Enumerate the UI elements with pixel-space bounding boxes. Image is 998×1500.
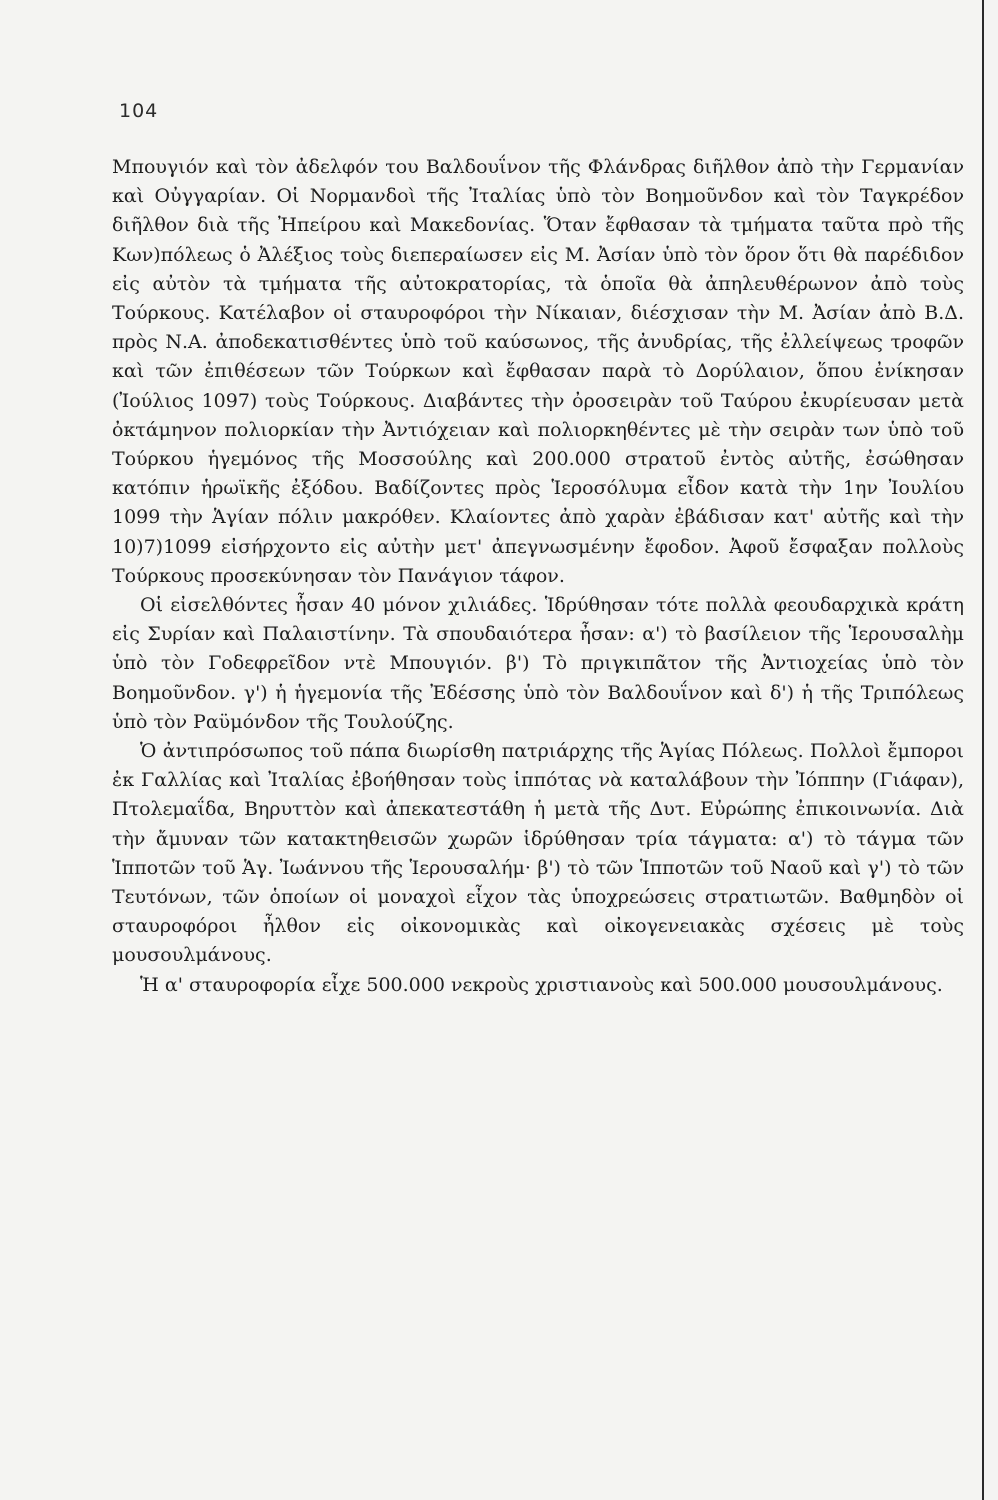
- body-text: [112, 153, 964, 1000]
- page-number: 104: [119, 100, 159, 122]
- page-edge-line: [982, 0, 984, 1500]
- paragraph-crusader-states: Οἱ εἰσελθόντες ἦσαν 40 μόνον χιλιάδες. Ἱδρύθησαν τότε πολλὰ φεουδαρχικὰ κράτη εἰς Συρίαν καὶ Παλαιστίνην. Τὰ σπουδαιότερα ἦσαν: α') τὸ βασίλειον τῆς Ἱερουσαλὴμ ὑπὸ τὸν Γοδεφρεῖδον ντὲ Μπουγιόν. β') Τὸ πριγκιπᾶτον τῆς Ἀντιοχείας ὑπὸ τὸν Βοημοῦνδον. γ') ἡ ἡγεμονία τῆς Ἐδέσσης ὑπὸ τὸν Βαλδουΐνον καὶ δ') ἡ τῆς Τριπόλεως ὑπὸ τὸν Ραϋμόνδον τῆς Τουλούζης.: [112, 594, 964, 733]
- paragraph-casualties: Ἡ α' σταυροφορία εἶχε 500.000 νεκροὺς χριστιανοὺς καὶ 500.000 μουσουλμάνους.: [140, 973, 943, 996]
- paragraph-military-orders: Ὁ ἀντιπρόσωπος τοῦ πάπα διωρίσθη πατριάρχης τῆς Ἁγίας Πόλεως. Πολλοὶ ἔμποροι ἐκ Γαλλίας καὶ Ἰταλίας ἐβοήθησαν τοὺς ἱππότας νὰ καταλάβουν τὴν Ἰόππην (Γιάφαν), Πτολεμαΐδα, Βηρυττὸν καὶ ἀπεκατεστάθη ἡ μετὰ τῆς Δυτ. Εὐρώπης ἐπικοινωνία. Διὰ τὴν ἄμυναν τῶν κατακτηθεισῶν χωρῶν ἱδρύθησαν τρία τάγματα: α') τὸ τάγμα τῶν Ἱπποτῶν τοῦ Ἁγ. Ἰωάννου τῆς Ἱερουσαλήμ· β') τὸ τῶν Ἱπποτῶν τοῦ Ναοῦ καὶ γ') τὸ τῶν Τευτόνων, τῶν ὁποίων οἱ μοναχοὶ εἶχον τὰς ὑποχρεώσεις στρατιωτῶν. Βαθμηδὸν οἱ σταυροφόροι ἦλθον εἰς οἰκονομικὰς καὶ οἰκογενειακὰς σχέσεις μὲ τοὺς μουσουλμάνους.: [112, 740, 964, 967]
- paragraph-first-crusade-march: Μπουγιόν καὶ τὸν ἀδελφόν του Βαλδουΐνον τῆς Φλάνδρας διῆλθον ἀπὸ τὴν Γερμανίαν καὶ Οὐγγαρίαν. Οἱ Νορμανδοὶ τῆς Ἰταλίας ὑπὸ τὸν Βοημοῦνδον καὶ τὸν Ταγκρέδον διῆλθον διὰ τῆς Ἠπείρου καὶ Μακεδονίας. Ὅταν ἔφθασαν τὰ τμήματα ταῦτα πρὸ τῆς Κων)πόλεως ὁ Ἀλέξιος τοὺς διεπεραίωσεν εἰς Μ. Ἀσίαν ὑπὸ τὸν ὅρον ὅτι θὰ παρέδιδον εἰς αὐτὸν τὰ τμήματα τῆς αὐτοκρατορίας, τὰ ὁποῖα θὰ ἀπηλευθέρωνον ἀπὸ τοὺς Τούρκους. Κατέλαβον οἱ σταυροφόροι τὴν Νίκαιαν, διέσχισαν τὴν Μ. Ἀσίαν ἀπὸ Β.Δ. πρὸς Ν.Α. ἀποδεκατισθέντες ὑπὸ τοῦ καύσωνος, τῆς ἀνυδρίας, τῆς ἐλλείψεως τροφῶν καὶ τῶν ἐπιθέσεων τῶν Τούρκων καὶ ἔφθασαν παρὰ τὸ Δορύλαιον, ὅπου ἐνίκησαν (Ἰούλιος 1097) τοὺς Τούρκους. Διαβάντες τὴν ὀροσειρὰν τοῦ Ταύρου ἐκυρίευσαν μετὰ ὀκτάμηνον πολιορκίαν τὴν Ἀντιόχειαν καὶ πολιορκηθέντες μὲ τὴν σειρὰν των ὑπὸ τοῦ Τούρκου ἡγεμόνος τῆς Μοσσούλης καὶ 200.000 στρατοῦ ἐντὸς αὐτῆς, ἐσώθησαν κατόπιν ἡρωϊκῆς ἐξόδου. Βαδίζοντες πρὸς Ἱεροσόλυμα εἶδον κατὰ τὴν 1ην Ἰουλίου 1099 τὴν Ἁγίαν πόλιν μακρόθεν. Κλαίοντες ἀπὸ χαρὰν ἐβάδισαν κατ' αὐτῆς καὶ τὴν 10)7)1099 εἰσήρχοντο εἰς αὐτὴν μετ' ἀπεγνωσμένην ἔφοδον. Ἀφοῦ ἔσφαξαν πολλοὺς Τούρκους προσεκύνησαν τὸν Πανάγιον τάφον.: [112, 156, 964, 587]
